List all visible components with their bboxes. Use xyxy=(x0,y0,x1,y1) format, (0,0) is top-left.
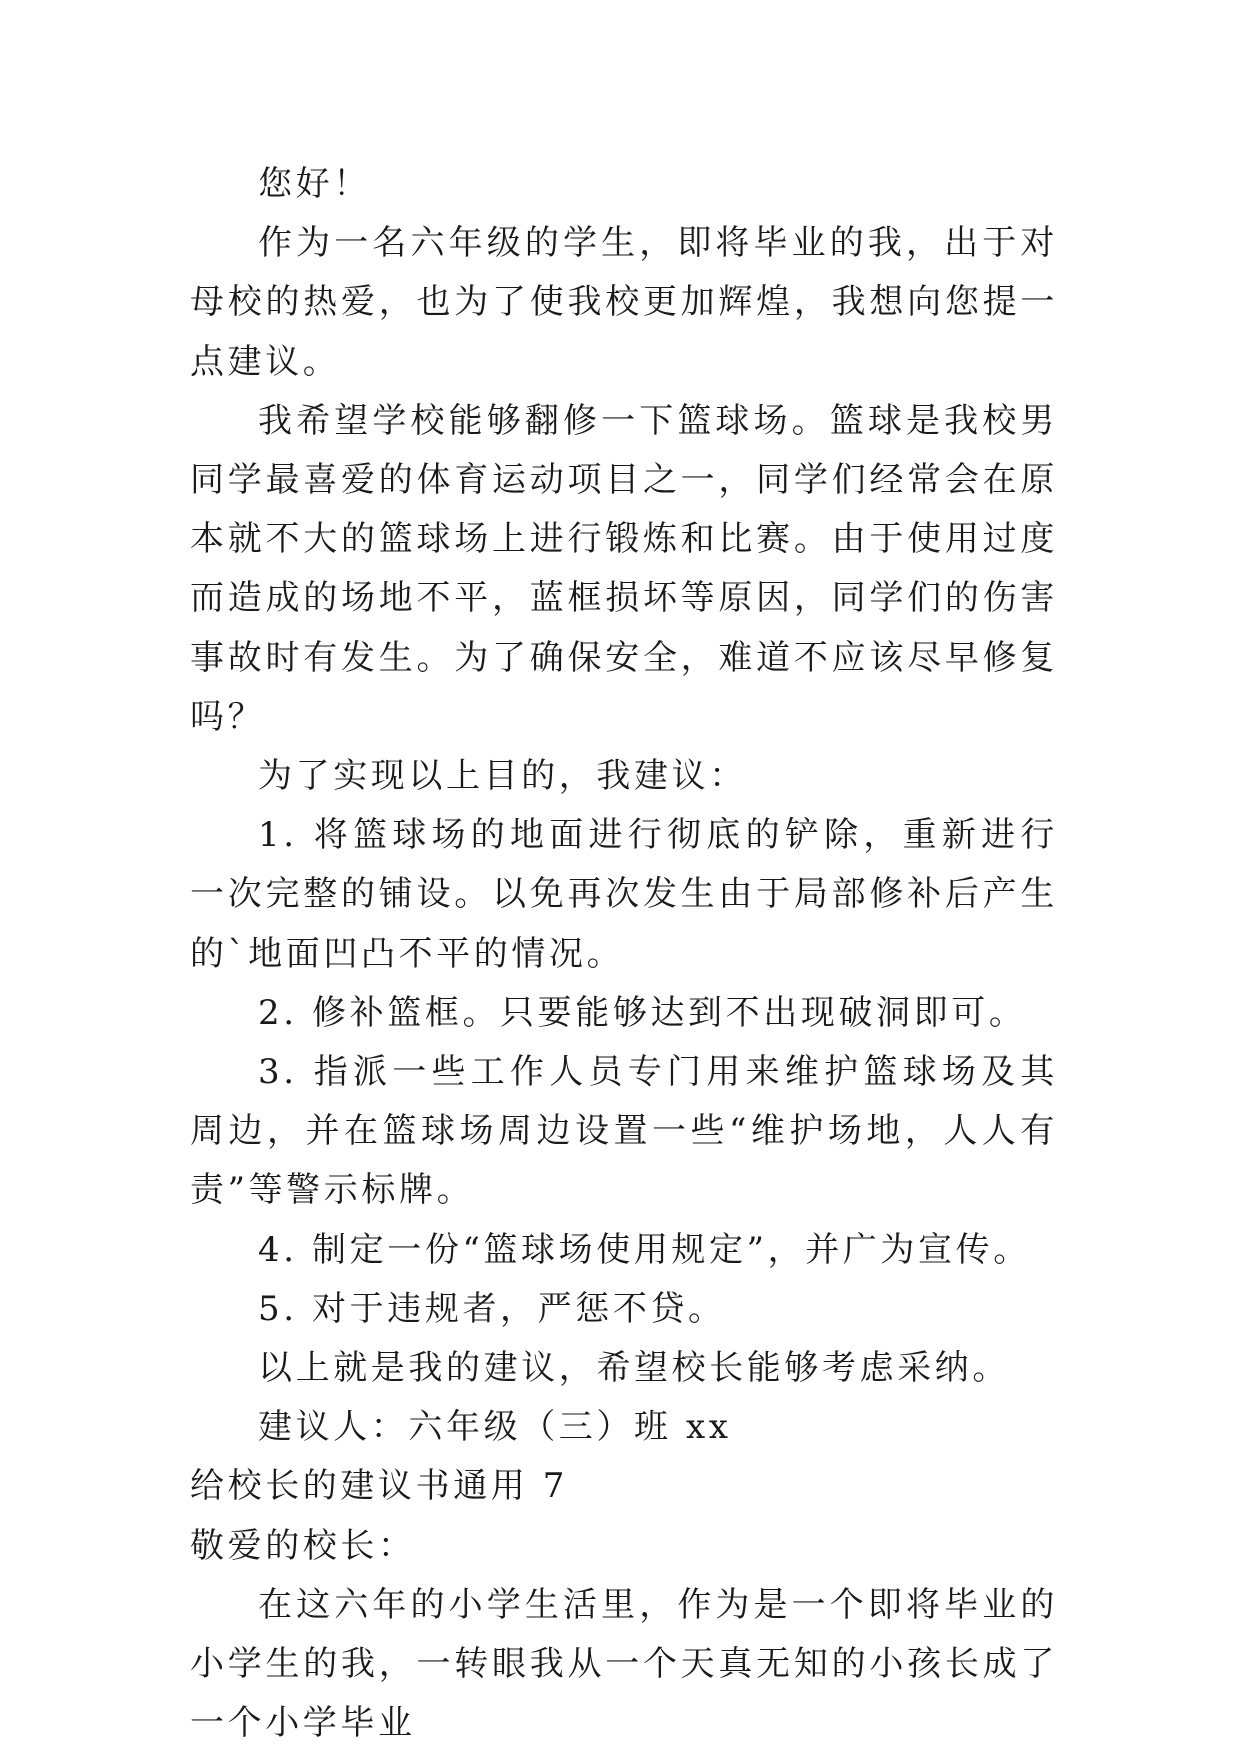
suggestion-item-2: 2. 修补篮框。只要能够达到不出现破洞即可。 xyxy=(258,992,1027,1033)
closing-paragraph: 以上就是我的建议，希望校长能够考虑采纳。 xyxy=(258,1348,1010,1389)
suggestion-item-3: 3. 指派一些工作人员专门用来维护篮球场及其周边，并在篮球场周边设置一些“维护场地，人人有责”等警示标牌。 xyxy=(190,1052,1058,1211)
letter-body xyxy=(190,155,1058,1753)
section-title: 给校长的建议书通用 7 xyxy=(190,1466,569,1507)
suggestion-item-4: 4. 制定一份“篮球场使用规定”，并广为宣传。 xyxy=(258,1229,1031,1270)
suggestion-item-5: 5. 对于违规者，严惩不贷。 xyxy=(258,1288,726,1329)
reason-paragraph: 我希望学校能够翻修一下篮球场。篮球是我校男同学最喜爱的体育运动项目之一，同学们经常会在原本就不大的篮球场上进行锻炼和比赛。由于使用过度而造成的场地不平，蓝框损坏等原因，同学们的伤害事故时有发生。为了确保安全，难道不应该尽早修复吗？ xyxy=(190,400,1058,737)
signature-line: 建议人：六年级（三）班 xx xyxy=(258,1407,732,1448)
intro-paragraph: 作为一名六年级的学生，即将毕业的我，出于对母校的热爱，也为了使我校更加辉煌，我想向您提一点建议。 xyxy=(190,223,1058,382)
next-letter-paragraph: 在这六年的小学生活里，作为是一个即将毕业的小学生的我，一转眼我从一个天真无知的小孩长成了一个小学毕业 xyxy=(190,1584,1058,1744)
salutation-line: 敬爱的校长： xyxy=(190,1525,416,1566)
proposal-intro-paragraph: 为了实现以上目的，我建议： xyxy=(258,756,747,797)
suggestion-item-1: 1. 将篮球场的地面进行彻底的铲除，重新进行一次完整的铺设。以免再次发生由于局部修补后产生的`地面凹凸不平的情况。 xyxy=(190,815,1058,974)
greeting-paragraph: 您好！ xyxy=(258,164,371,204)
